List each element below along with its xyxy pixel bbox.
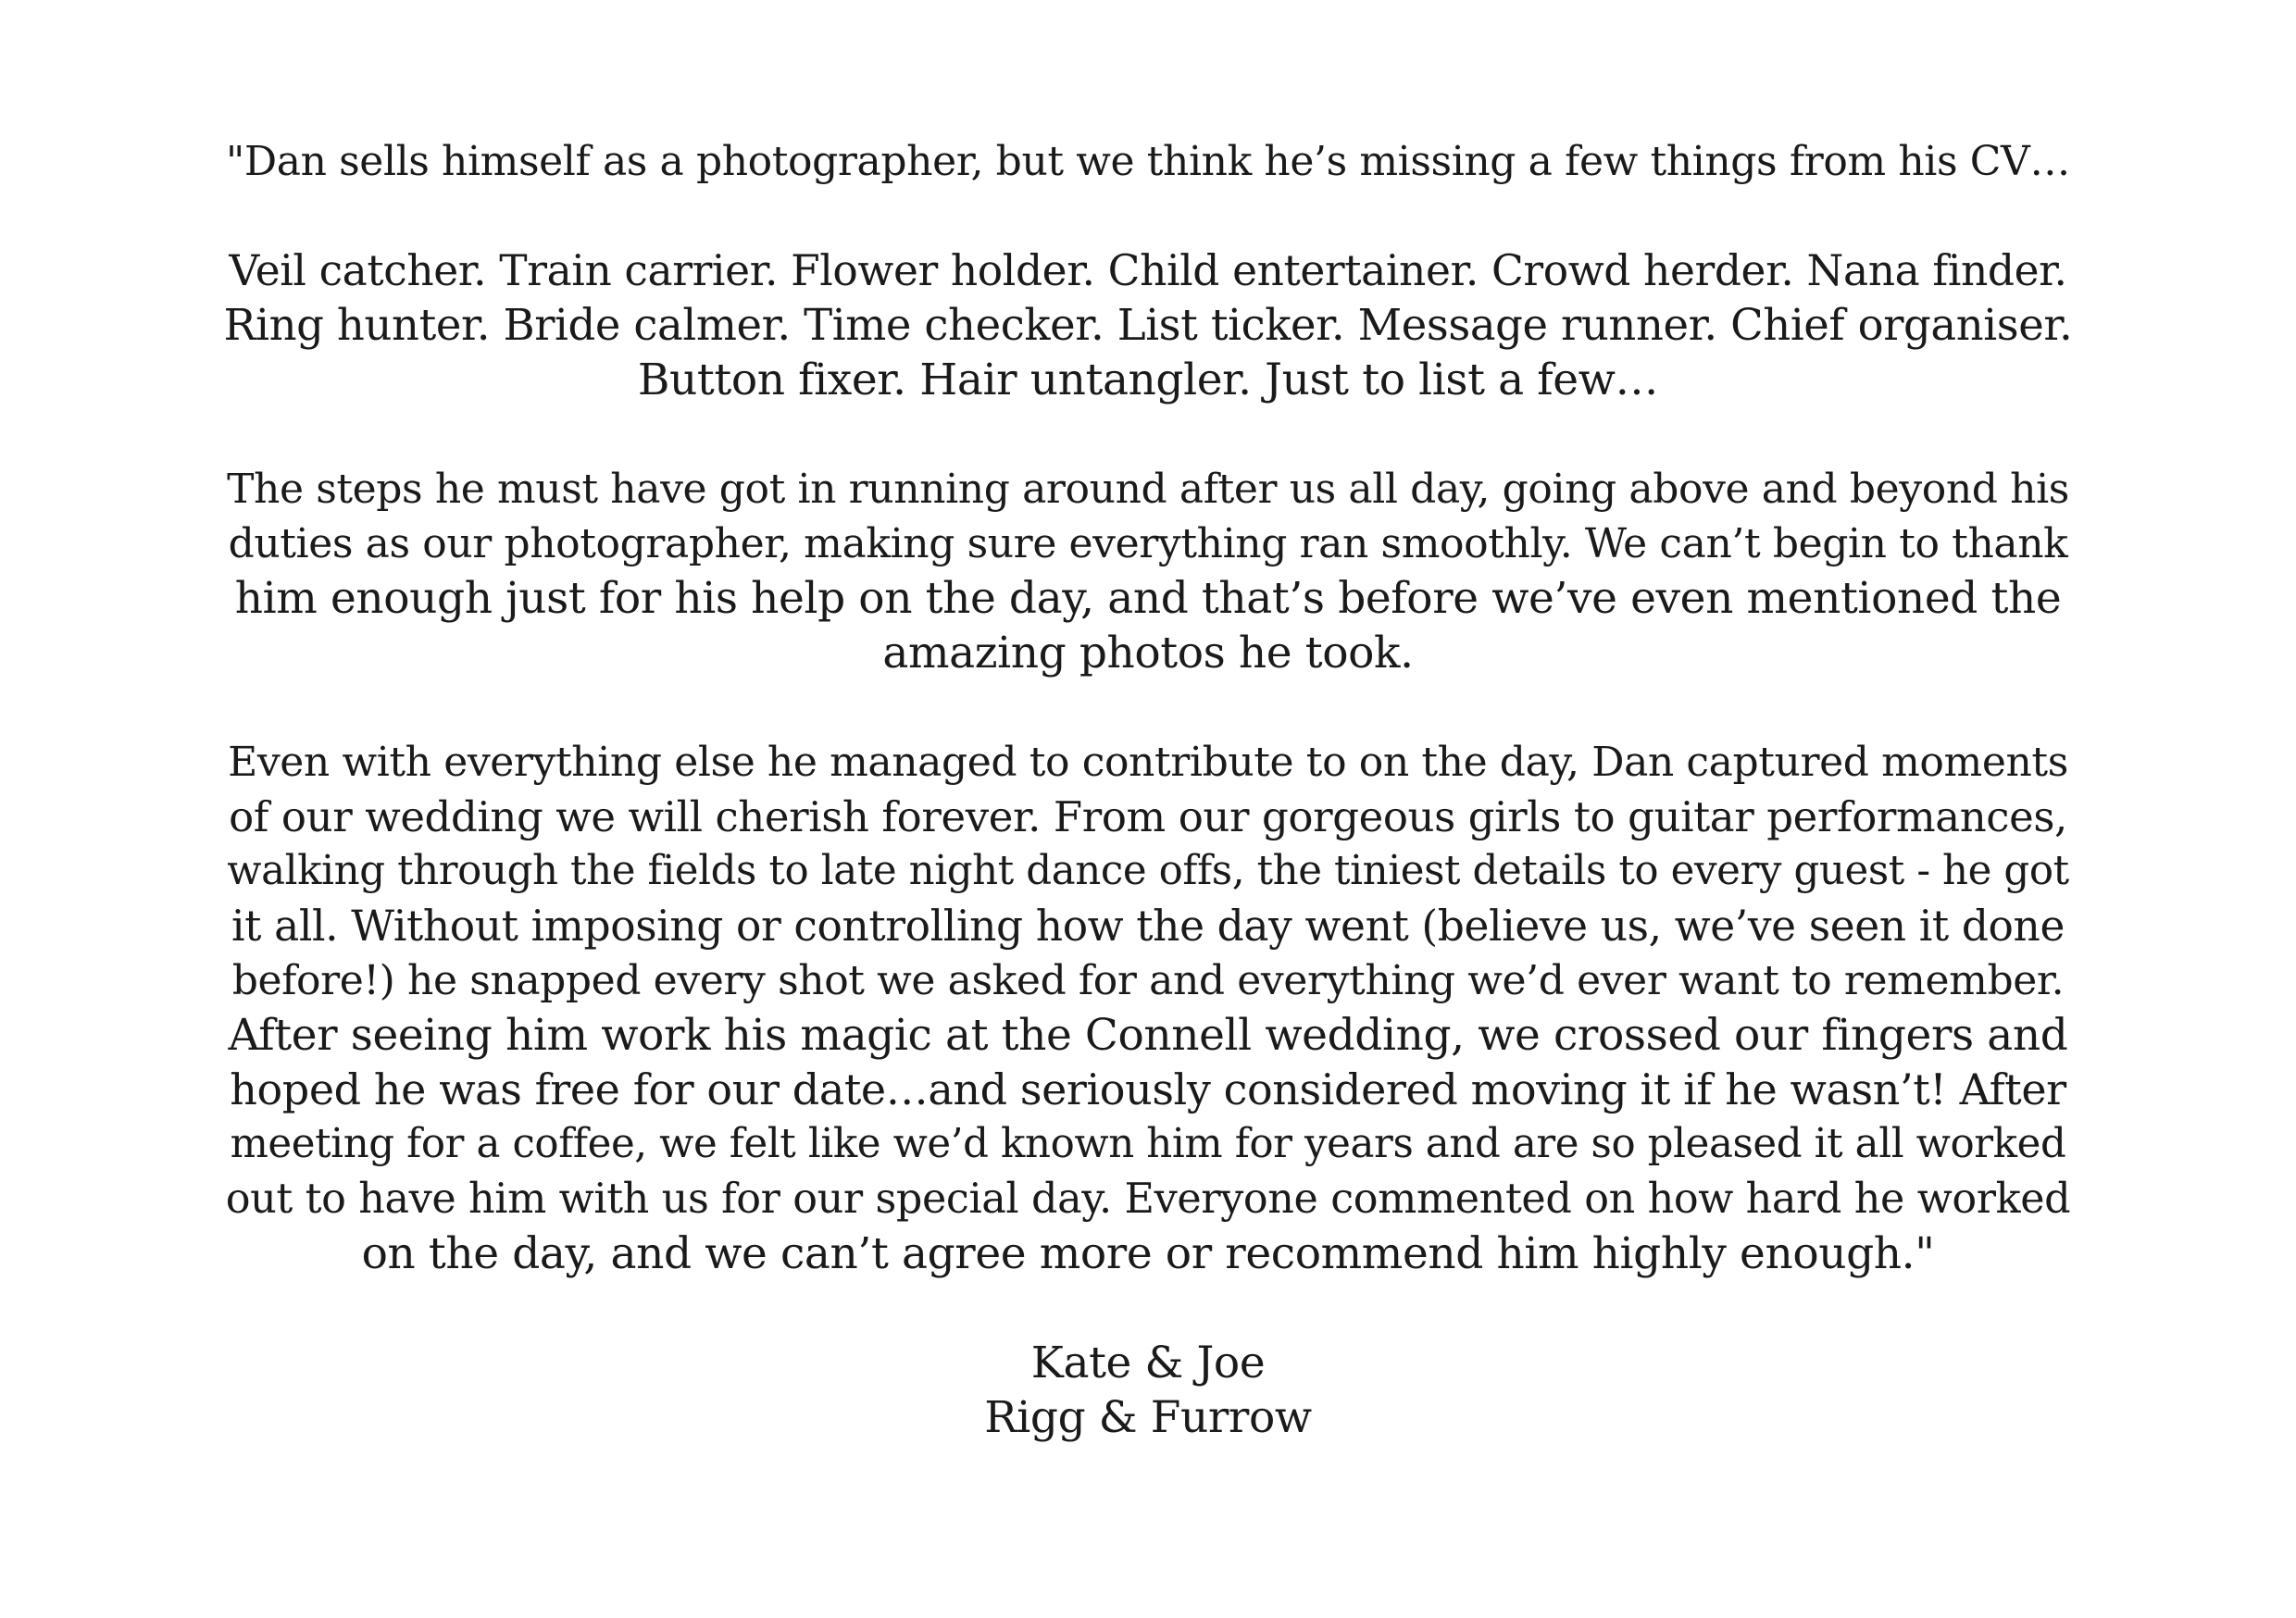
moments-line: of our wedding we will cherish forever. From our gorgeous girls to guitar performances, [229,792,2067,841]
moments-line: walking through the fields to late night dance offs, the tiniest details to every guest - he got [227,848,2069,894]
paragraph-gap [222,407,2074,462]
paragraph-gap [222,189,2074,243]
moments-line: Even with everything else he managed to contribute to on the day, Dan captured moments [228,739,2068,786]
moments-line: After seeing him work his magic at the Connell wedding, we crossed our fingers and [228,1010,2068,1061]
steps-line: him enough just for his help on the day, and that’s before we’ve even mentioned the [234,573,2062,624]
signature-surnames: Rigg & Furrow [984,1392,1312,1443]
steps-line: The steps he must have got in running around after us all day, going above and beyond his [227,466,2069,513]
intro-line: "Dan sells himself as a photographer, but we think he’s missing a few things from his CV… [226,138,2070,185]
moments-line: meeting for a coffee, we felt like we’d known him for years and are so pleased it all worked [230,1121,2066,1167]
signature-names: Kate & Joe [1030,1338,1266,1388]
moments-line: hoped he was free for our date…and seriously considered moving it if he wasn’t! After [230,1064,2066,1114]
roles-line: Veil catcher. Train carrier. Flower holder. Child entertainer. Crowd herder. Nana finder. [229,246,2067,295]
moments-line: before!) he snapped every shot we asked for and everything we’d ever want to remember. [231,957,2065,1004]
roles-line: Ring hunter. Bride calmer. Time checker. List ticker. Message runner. Chief organiser. [223,300,2073,350]
moments-line: out to have him with us for our special day. Everyone commented on how hard he worked [225,1176,2071,1223]
roles-line: Button fixer. Hair untangler. Just to list a few… [637,355,1659,405]
steps-line: duties as our photographer, making sure everything ran smoothly. We can’t begin to thank [228,520,2068,567]
testimonial-text [222,134,2074,1445]
moments-line: it all. Without imposing or controlling how the day went (believe us, we’ve seen it done [231,902,2065,951]
paragraph-gap [222,1281,2074,1336]
moments-line: on the day, and we can’t agree more or recommend him highly enough." [361,1228,1935,1279]
steps-line: amazing photos he took. [882,628,1414,678]
paragraph-gap [222,680,2074,735]
